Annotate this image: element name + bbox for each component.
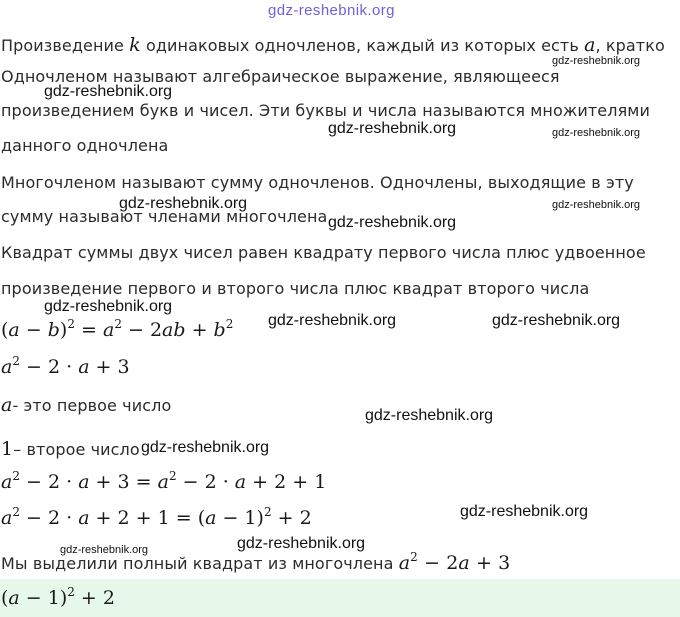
monomial-definition-line-2: произведением букв и чисел. Эти буквы и числа называются множителями bbox=[1, 101, 650, 120]
polynomial-definition-line-2: сумму называют членами многочлена bbox=[1, 207, 328, 226]
site-watermark: gdz-reshebnik.org bbox=[492, 312, 621, 329]
given-polynomial: $a^2 - 2 \cdot a + 3$ bbox=[1, 354, 130, 378]
site-watermark: gdz-reshebnik.org bbox=[328, 120, 457, 137]
square-sum-rule-line-1: Квадрат суммы двух чисел равен квадрату первого числа плюс удвоенное bbox=[1, 243, 646, 262]
site-watermark: gdz-reshebnik.org bbox=[44, 83, 173, 100]
first-number-note: a- это первое число bbox=[1, 394, 172, 416]
square-difference-formula: $(a - b)^2 = a^2 - 2ab + b^2$ bbox=[1, 317, 234, 341]
site-watermark: gdz-reshebnik.org bbox=[365, 407, 494, 424]
second-number-note: 1– второе число bbox=[1, 438, 140, 460]
site-watermark: gdz-reshebnik.org bbox=[141, 439, 270, 456]
site-watermark: gdz-reshebnik.org bbox=[328, 214, 457, 231]
monomial-definition-line-3: данного одночлена bbox=[1, 136, 169, 155]
site-watermark: gdz-reshebnik.org bbox=[60, 544, 149, 556]
transformation-step-2: $a^2 - 2 \cdot a + 2 + 1 = (a - 1)^2 + 2$ bbox=[1, 505, 312, 529]
square-sum-rule-line-2: произведение первого и второго числа плюс квадрат второго числа bbox=[1, 279, 590, 298]
site-watermark: gdz-reshebnik.org bbox=[119, 195, 248, 212]
transformation-step-1: $a^2 - 2 \cdot a + 3 = a^2 - 2 \cdot a + 2 + 1$ bbox=[1, 469, 327, 493]
site-watermark: gdz-reshebnik.org bbox=[552, 55, 641, 67]
answer-expression: $(a - 1)^2 + 2$ bbox=[1, 585, 115, 609]
site-watermark: gdz-reshebnik.org bbox=[460, 503, 589, 520]
conclusion-line: Мы выделили полный квадрат из многочлена $a^2 - 2a + 3$ bbox=[1, 550, 511, 574]
intro-line-1: Произведение k одинаковых одночленов, каждый из которых есть a, кратко bbox=[1, 34, 665, 56]
site-watermark: gdz-reshebnik.org bbox=[552, 127, 641, 139]
site-watermark: gdz-reshebnik.org bbox=[552, 199, 641, 211]
site-watermark: gdz-reshebnik.org bbox=[268, 312, 397, 329]
monomial-definition-line-1: Одночленом называют алгебраическое выражение, являющееся bbox=[1, 67, 560, 86]
polynomial-definition-line-1: Многочленом называют сумму одночленов. Одночлены, выходящие в эту bbox=[1, 173, 634, 192]
site-watermark: gdz-reshebnik.org bbox=[44, 298, 173, 315]
site-watermark: gdz-reshebnik.org bbox=[237, 535, 366, 552]
answer-box bbox=[0, 579, 680, 617]
site-watermark-top: gdz-reshebnik.org bbox=[268, 2, 395, 19]
